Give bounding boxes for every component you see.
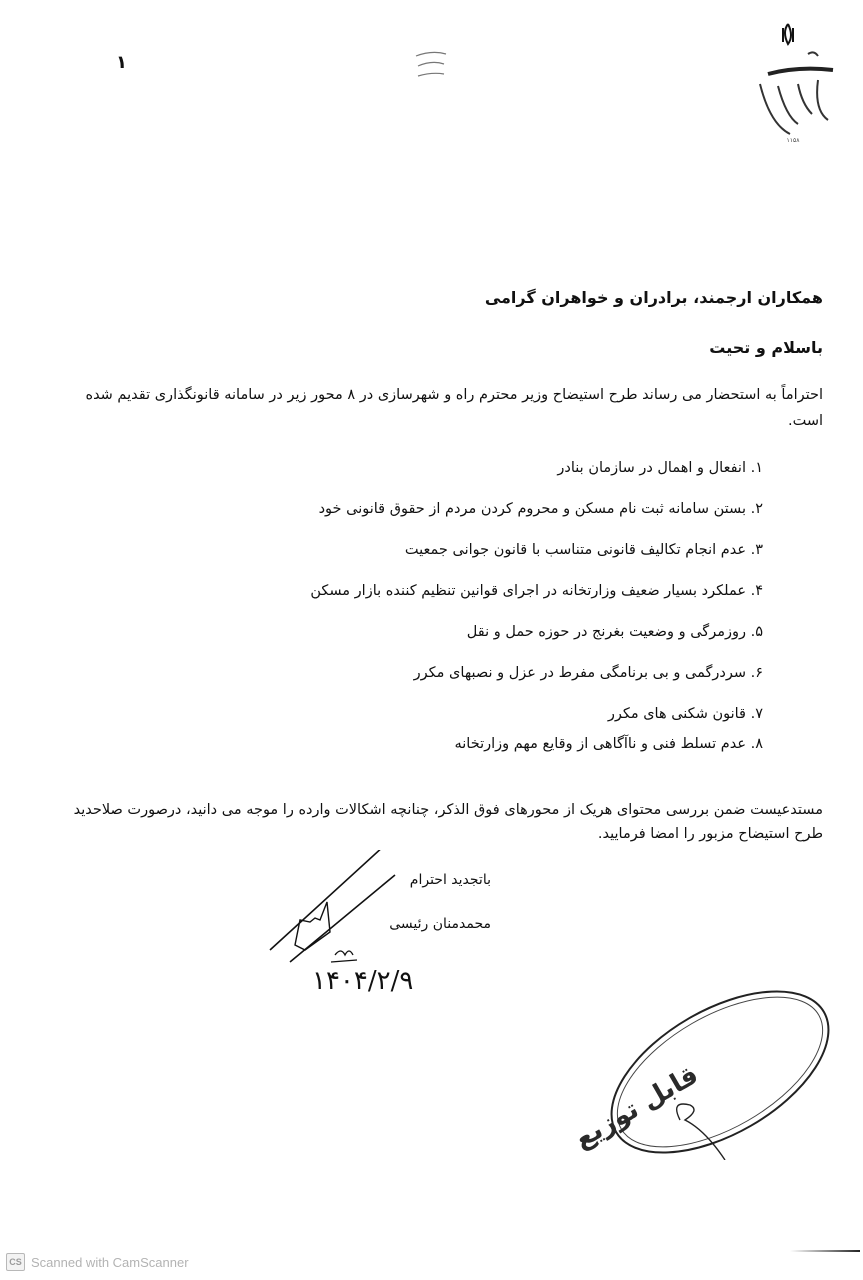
list-item [203,499,763,540]
item-text: انفعال و اهمال در سازمان بنادر [557,460,746,476]
list-item [203,581,763,622]
item-number: ۳. [750,542,763,558]
list-item [203,704,763,734]
list-item [203,622,763,663]
list-item [203,540,763,581]
impeachment-items-list [203,458,763,775]
divider-line [790,1250,860,1252]
item-text: بستن سامانه ثبت نام مسکن و محروم کردن مردم از حقوق قانونی خود [318,501,746,517]
closing-phrase: باتجدید احترام [409,872,491,888]
item-text: عدم انجام تکالیف قانونی متناسب با قانون جوانی جمعیت [404,542,746,558]
distribution-stamp-icon [570,990,840,1160]
signer-name: محمدمنان رئیسی [389,916,491,932]
page-number: ۱ [116,52,127,73]
item-number: ۲. [750,501,763,517]
svg-text:۱۱۵۸: ۱۱۵۸ [786,137,800,144]
item-number: ۸. [750,736,763,752]
item-text: قانون شکنی های مکرر [607,706,746,722]
signature-icon [265,850,405,970]
item-text: سردرگمی و بی برنامگی مفرط در عزل و نصبهای مکرر [413,665,746,681]
item-number: ۵. [750,624,763,640]
item-number: ۱. [750,460,763,476]
camscanner-watermark [6,1253,189,1271]
watermark-label: Scanned with CamScanner [31,1254,189,1270]
stamp-text: قابل توزیع [570,1060,704,1155]
intro-paragraph: احتراماً به استحضار می رساند طرح استیضاح وزیر محترم راه و شهرسازی در ۸ محور زیر در سامانه قانونگذاری تقدیم شده است. [85,387,823,429]
request-paragraph: مستدعیست ضمن بررسی محتوای هریک از محورهای فوق الذکر، چنانچه اشکالات وارده را موجه می دانید، درصورت صلاحدید طرح استیضاح مزبور را امضا فرمایید. [73,802,823,842]
item-text: روزمرگی و وضعیت بغرنج در حوزه حمل و نقل [466,624,746,640]
list-item [203,663,763,704]
greeting: باسلام و تحیت [709,338,823,357]
item-number: ۷. [750,706,763,722]
list-item [203,734,763,775]
handwritten-date: ۱۴۰۴/۲/۹ [312,966,414,996]
margin-scribble-icon [412,46,452,86]
item-text: عملکرد بسیار ضعیف وزارتخانه در اجرای قوانین تنظیم کننده بازار مسکن [310,583,746,599]
salutation: همکاران ارجمند، برادران و خواهران گرامی [484,288,823,307]
item-number: ۶. [750,665,763,681]
item-text: عدم تسلط فنی و ناآگاهی از وقایع مهم وزارتخانه [454,736,746,752]
majlis-emblem-icon [738,14,848,144]
list-item [203,458,763,499]
camscanner-logo-icon: CS [6,1253,25,1271]
item-number: ۴. [750,583,763,599]
